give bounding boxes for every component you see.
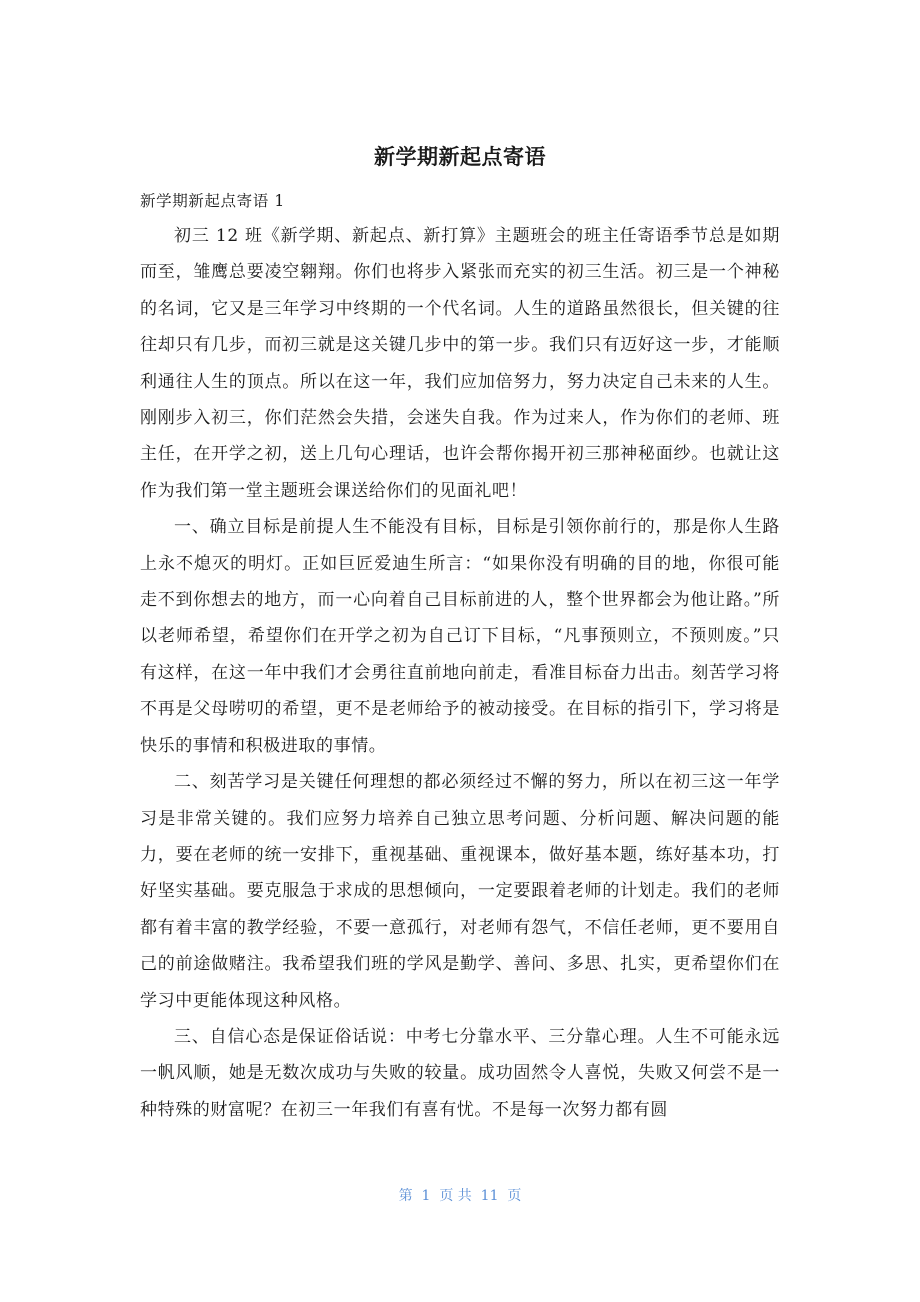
paragraph-intro: 初三 12 班《新学期、新起点、新打算》主题班会的班主任寄语季节总是如期而至，雏鹰总要凌空翱翔。你们也将步入紧张而充实的初三生活。初三是一个神秘的名词，它又是三年学习中终期的一个代名词。人生的道路虽然很长，但关键的往往却只有几步，而初三就是这关键几步中的第一步。我们只有迈好这一步，才能顺利通往人生的顶点。所以在这一年，我们应加倍努力，努力决定自己未来的人生。刚刚步入初三，你们茫然会失措，会迷失自我。作为过来人，作为你们的老师、班主任，在开学之初，送上几句心理话，也许会帮你揭开初三那神秘面纱。也就让这作为我们第一堂主题班会课送给你们的见面礼吧！ <box>140 226 780 501</box>
paragraph-confidence: 三、自信心态是保证俗话说：中考七分靠水平、三分靠心理。人生不可能永远一帆风顺，她是无数次成功与失败的较量。成功固然令人喜悦，失败又何尝不是一种特殊的财富呢？在初三一年我们有喜有忧。不是每一次努力都有圆 <box>140 1026 780 1120</box>
document-subtitle: 新学期新起点寄语 1 <box>140 192 285 210</box>
paragraph-goals: 一、确立目标是前提人生不能没有目标，目标是引领你前行的，那是你人生路上永不熄灭的明灯。正如巨匠爱迪生所言：“如果你没有明确的目的地，你很可能走不到你想去的地方，而一心向着自己目标前进的人，整个世界都会为他让路。”所以老师希望，希望你们在开学之初为自己订下目标，“凡事预则立，不预则废。”只有这样，在这一年中我们才会勇往直前地向前走，看准目标奋力出击。刻苦学习将不再是父母唠叨的希望，更不是老师给予的被动接受。在目标的指引下，学习将是快乐的事情和积极进取的事情。 <box>140 517 780 756</box>
paragraph-study: 二、刻苦学习是关键任何理想的都必须经过不懈的努力，所以在初三这一年学习是非常关键的。我们应努力培养自己独立思考问题、分析问题、解决问题的能力，要在老师的统一安排下，重视基础、重视课本，做好基本题，练好基本功，打好坚实基础。要克服急于求成的思想倾向，一定要跟着老师的计划走。我们的老师都有着丰富的教学经验，不要一意孤行，对老师有怨气，不信任老师，更不要用自己的前途做赌注。我希望我们班的学风是勤学、善问、多思、扎实，更希望你们在学习中更能体现这种风格。 <box>140 772 780 1011</box>
page-number-footer: 第 1 页 共 11 页 <box>398 1188 522 1204</box>
document-body <box>140 218 780 1128</box>
document-title: 新学期新起点寄语 <box>374 145 546 169</box>
